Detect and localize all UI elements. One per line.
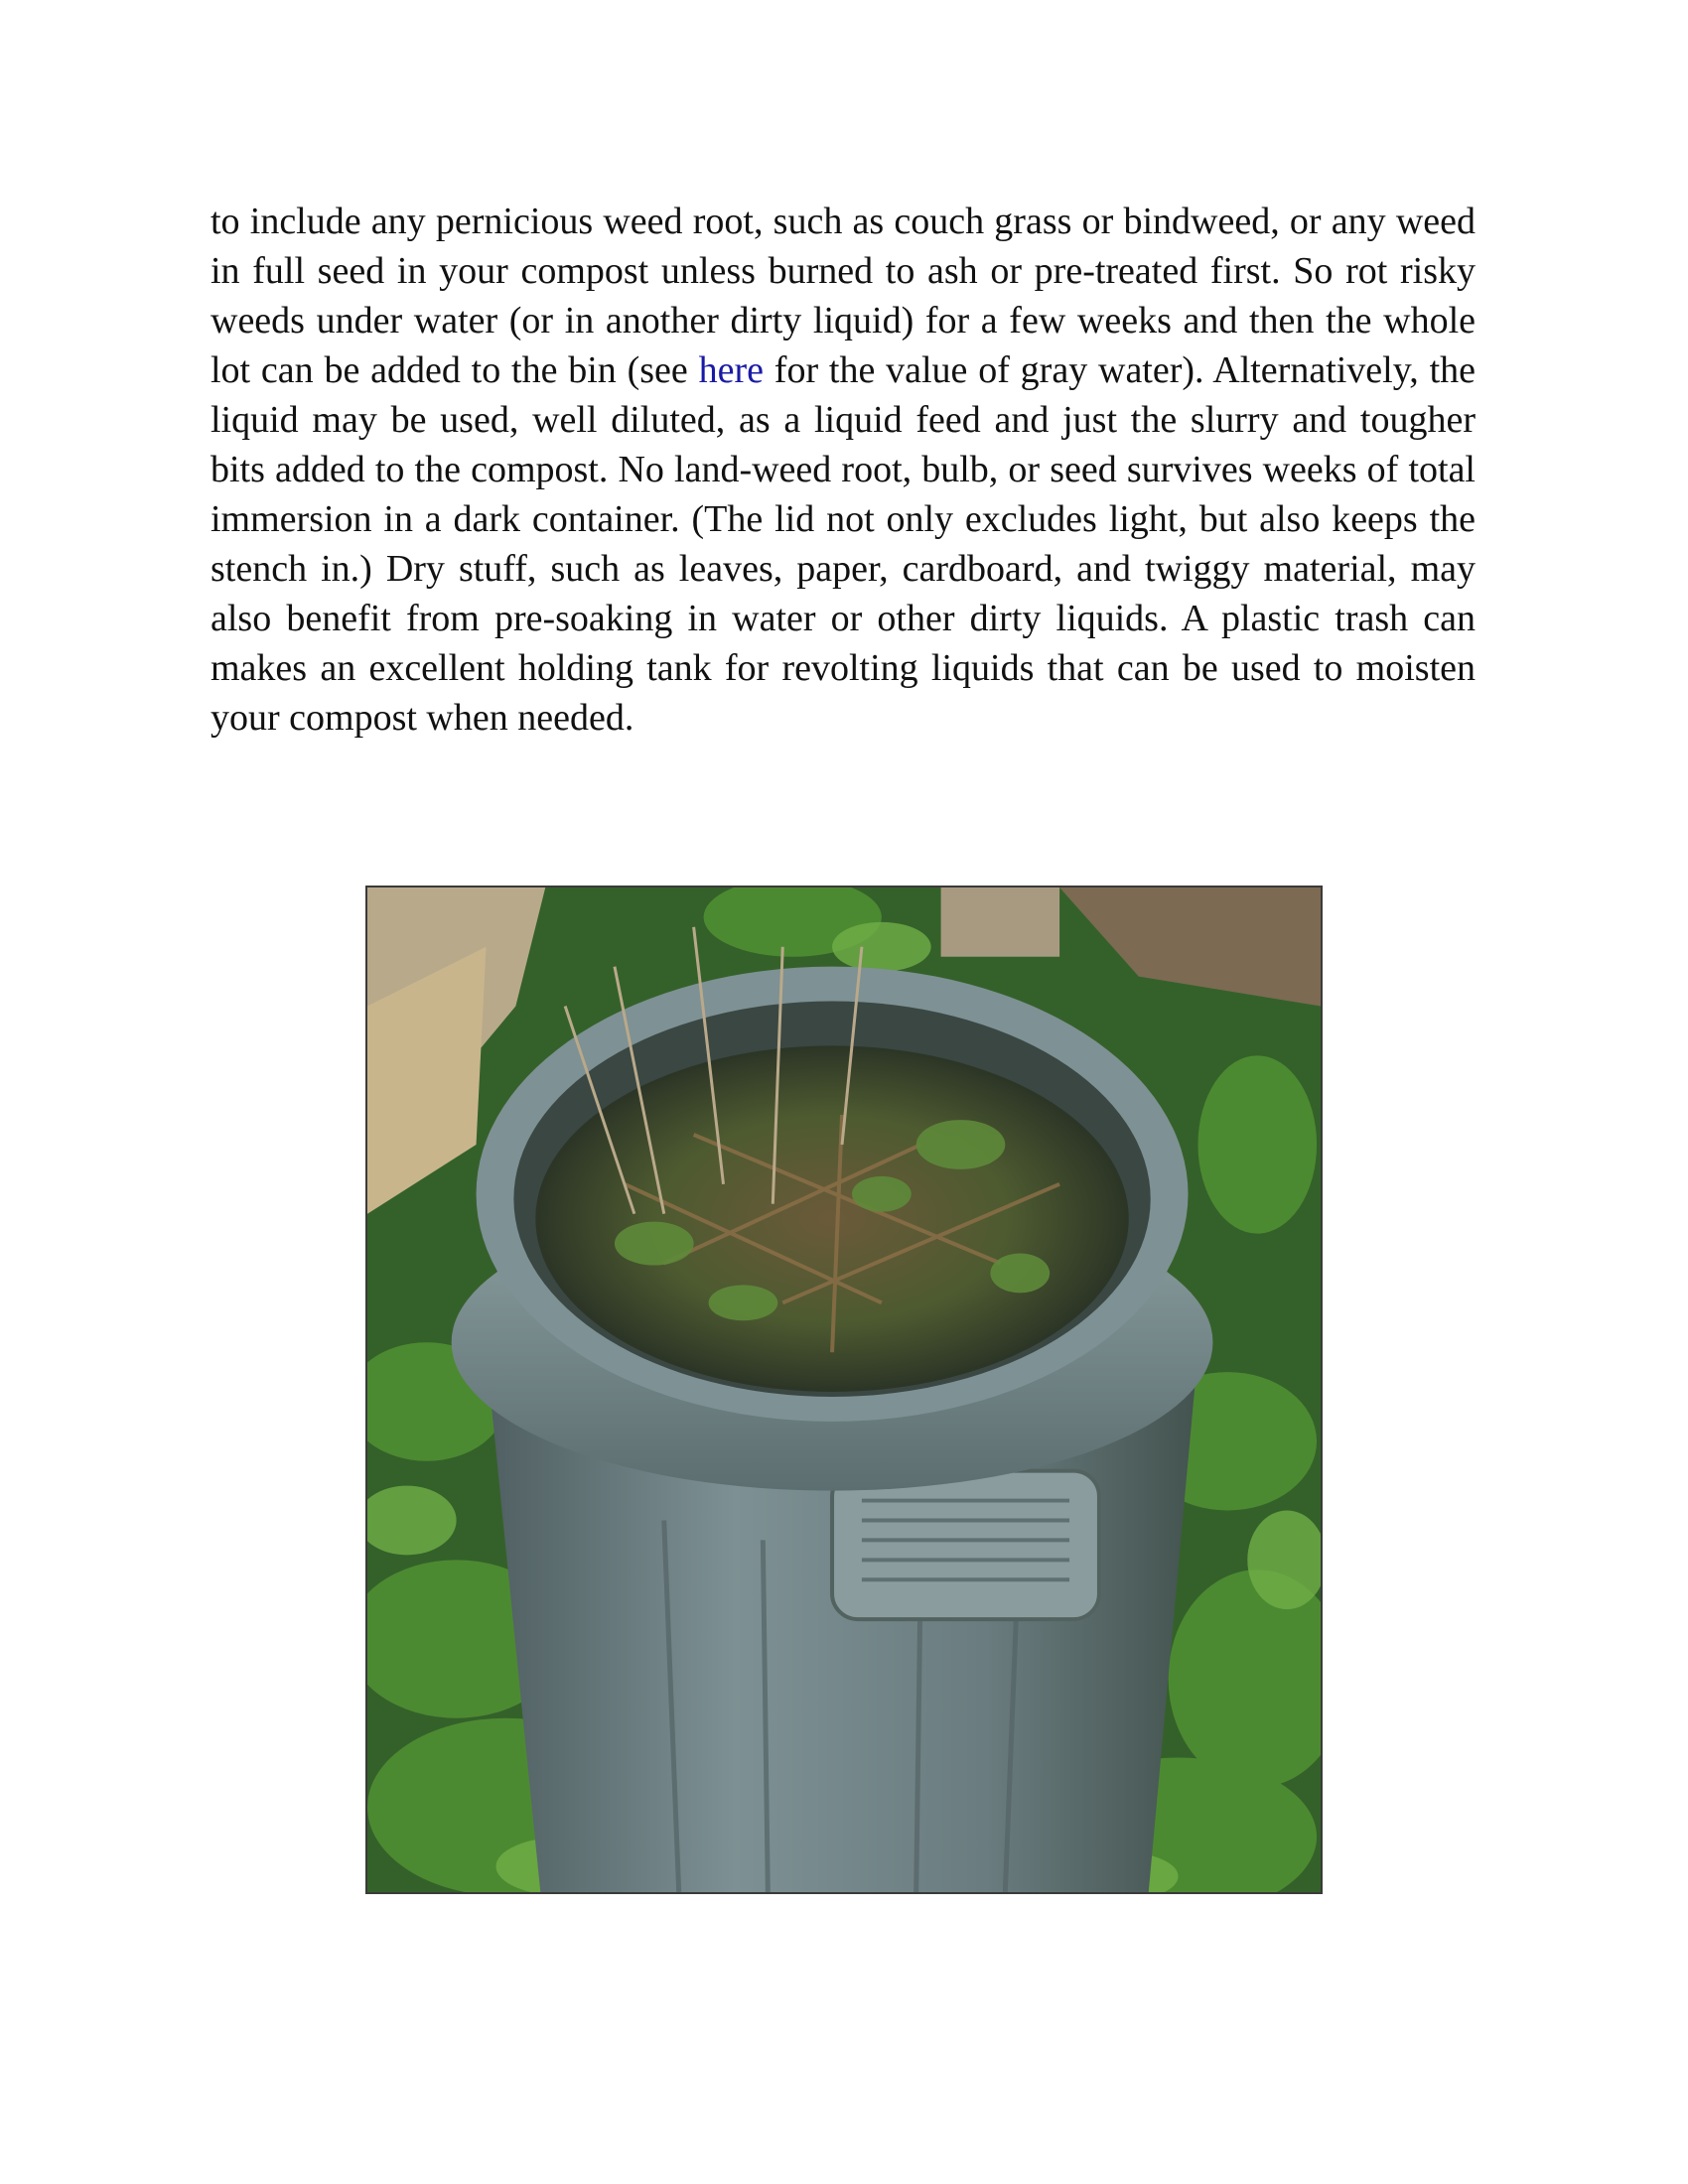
body-paragraph — [211, 197, 1476, 743]
trash-can-photo — [365, 886, 1323, 1894]
here-link[interactable]: here — [698, 349, 764, 391]
paragraph-text-end: for the value of gray water). Alternatively, the liquid may be used, well diluted, as a liquid feed and just the slurry and tougher bits added to the compost. No land-weed root, bulb, or seed survives weeks of total immersion in a dark container. (The lid not only excludes light, but also keeps the stench in.) Dry stuff, such as leaves, paper, cardboard, and twiggy material, may also benefit from pre-soaking in water or other dirty liquids. A plastic trash can makes an excellent holding tank for revolting liquids that can be used to moisten your compost when needed. — [211, 349, 1476, 739]
paragraph-text-start: to include any pernicious weed root, such as couch grass or bindweed, or any weed in full seed in your compost unless burned to ash or pre-treated first. So rot risky weeds under water (or in another dirty liquid) for a few weeks and then the whole lot can be added to the bin (see — [211, 201, 1476, 391]
trash-can-illustration — [367, 887, 1321, 1892]
